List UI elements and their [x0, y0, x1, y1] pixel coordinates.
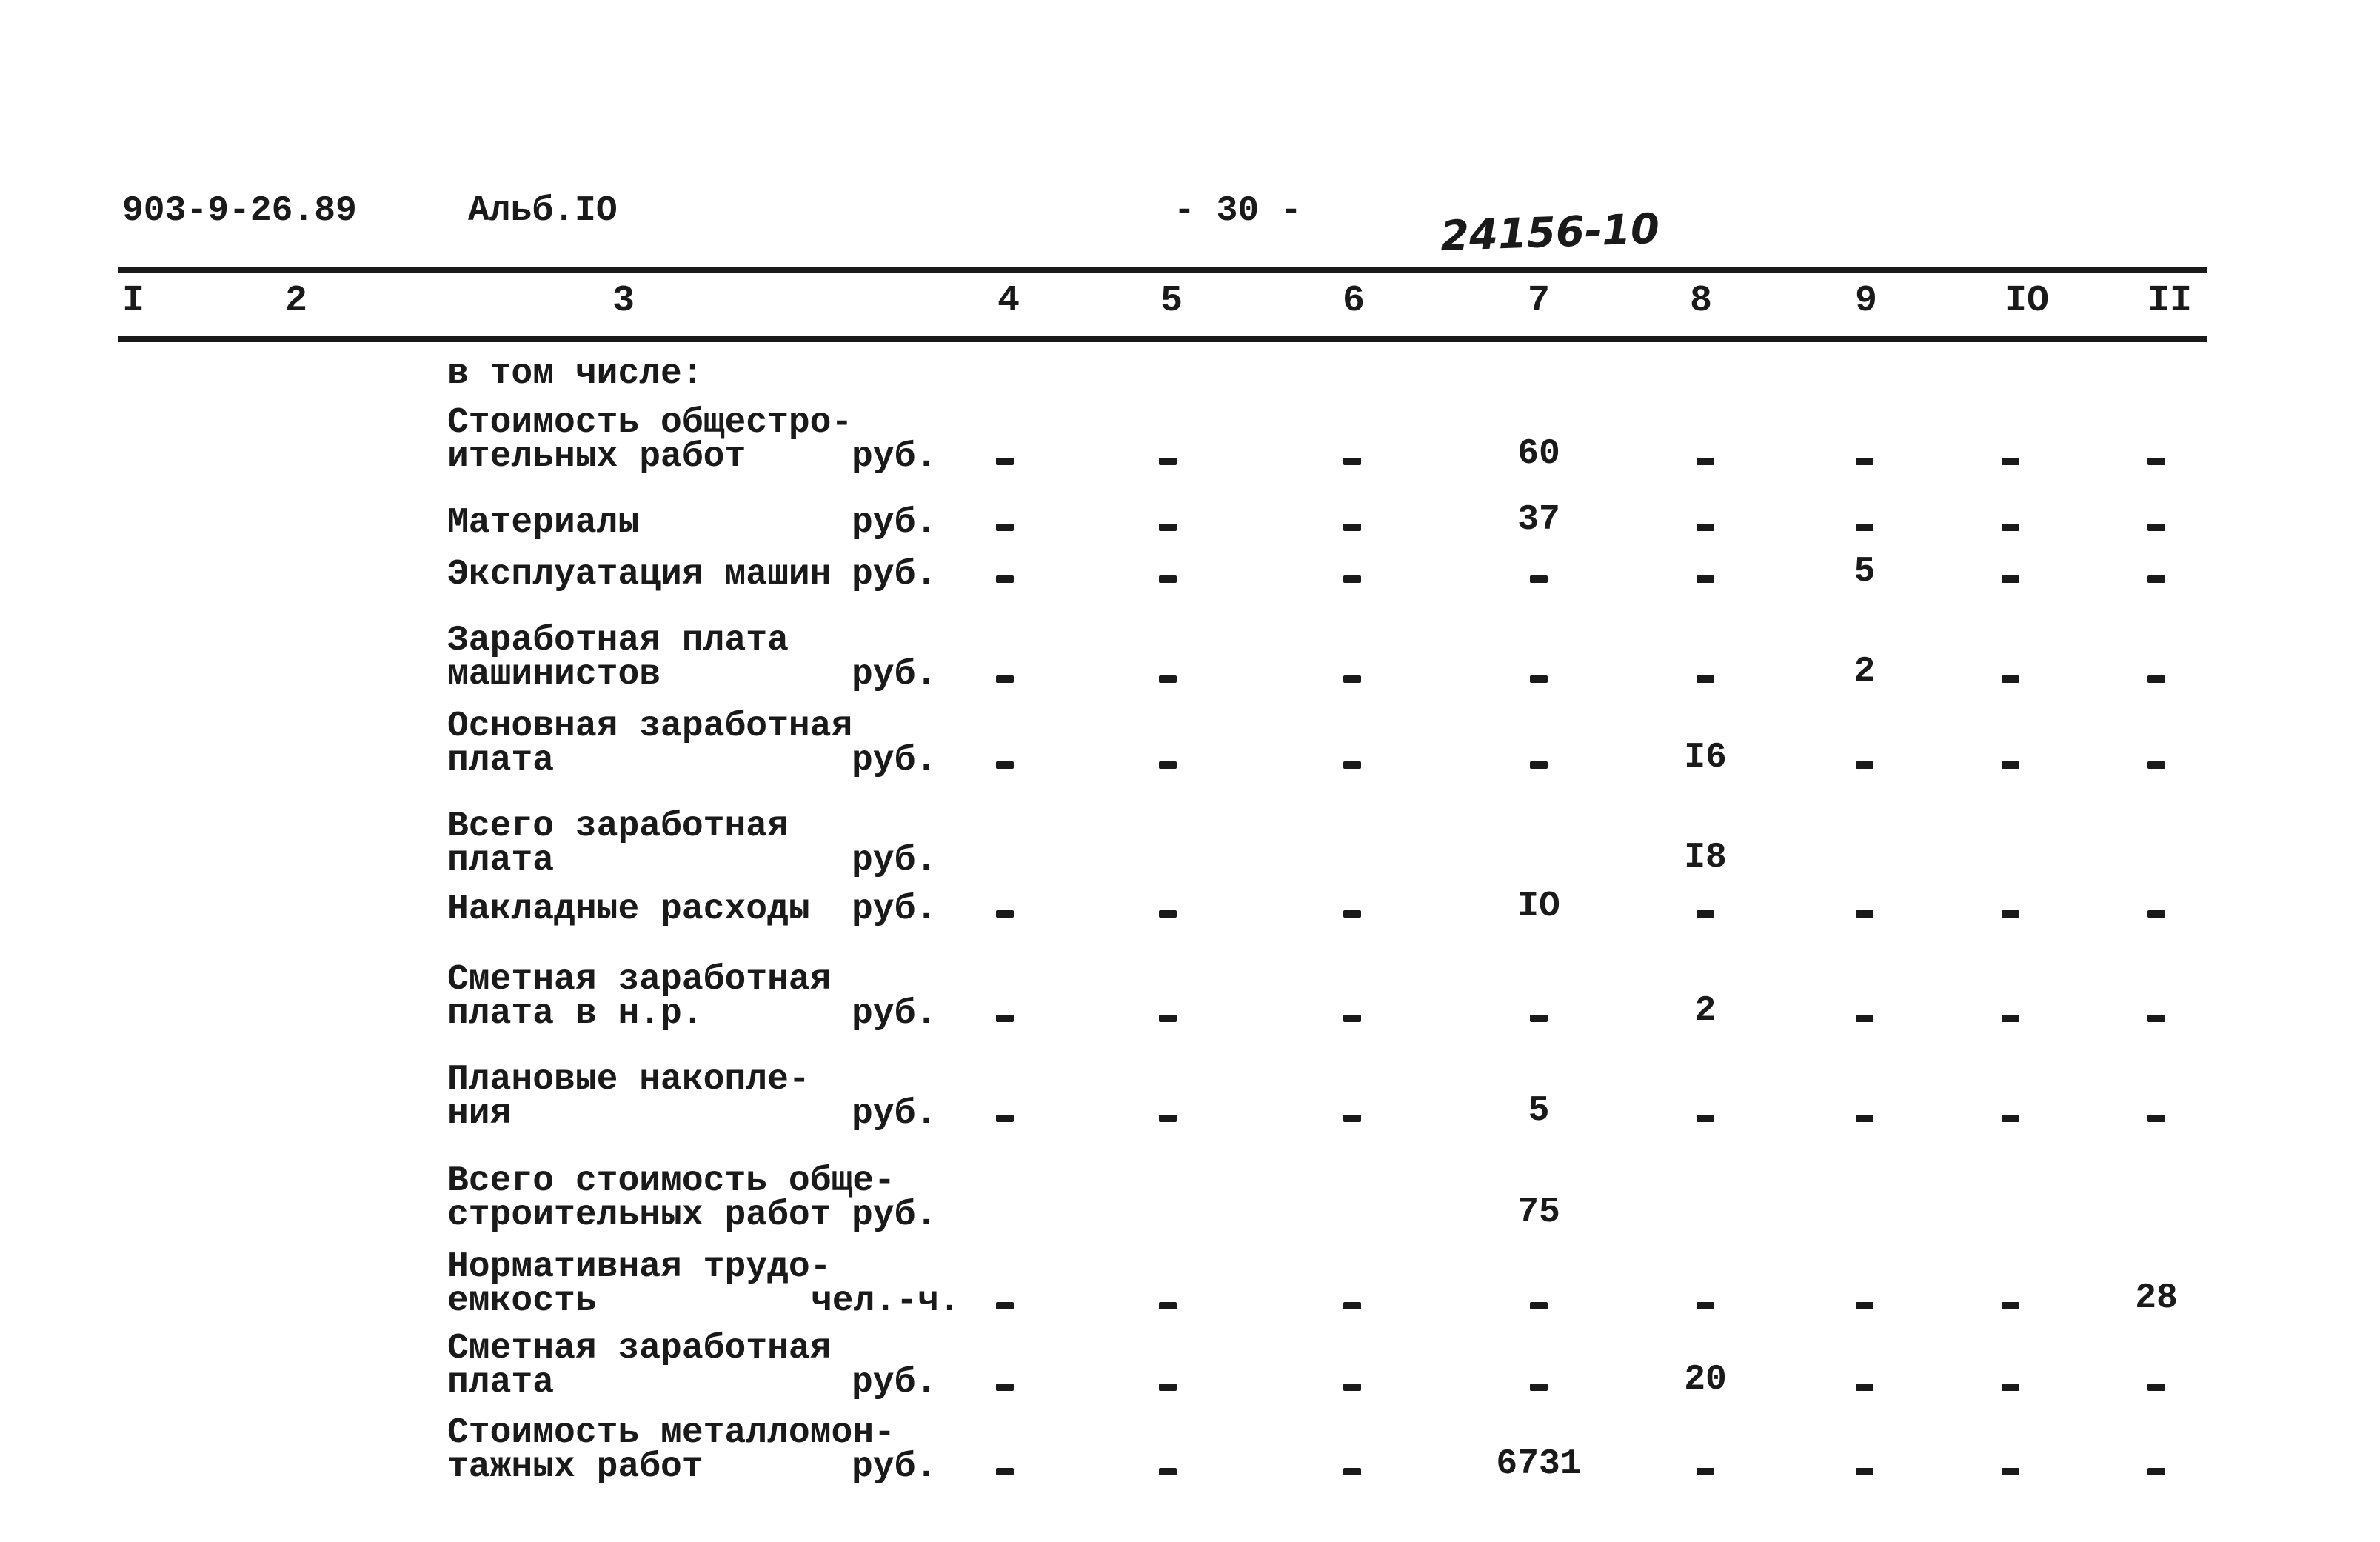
cell-dash [1530, 1015, 1548, 1022]
col-header-4: 4 [997, 280, 1020, 322]
cell-dash [2147, 1468, 2165, 1475]
row-unit: руб. [852, 1094, 937, 1134]
header-top-rule [118, 267, 2207, 273]
cell-dash [2002, 1115, 2019, 1122]
row-label-line: Заработная плата [447, 621, 789, 661]
row-label [447, 621, 789, 695]
row-label-line: плата [447, 1363, 555, 1403]
cell-value: 28 [2135, 1278, 2178, 1318]
col-header-3: 3 [612, 280, 635, 322]
cell-dash [996, 1302, 1014, 1309]
col-header-8: 8 [1689, 280, 1713, 322]
col-header-5: 5 [1160, 280, 1183, 322]
row-unit: чел.-ч. [811, 1281, 960, 1321]
cell-value: 2 [1694, 991, 1717, 1031]
cell-dash [1856, 524, 1873, 531]
cell-dash [1343, 910, 1361, 918]
row-label-line: Сметная заработная [447, 960, 832, 1000]
cell-dash [1343, 458, 1361, 465]
cell-dash [1530, 675, 1548, 683]
cell-dash [1159, 524, 1177, 531]
cell-dash [2147, 1015, 2165, 1022]
cell-value: I6 [1684, 738, 1727, 778]
cell-dash [1530, 1384, 1548, 1391]
cell-dash [1159, 1384, 1177, 1391]
cell-dash [2002, 1468, 2019, 1475]
cell-dash [996, 675, 1014, 683]
page-number: - 30 - [1174, 191, 1302, 231]
cell-value: 5 [1528, 1091, 1550, 1131]
row-label-line: Плановые накопле- [447, 1060, 810, 1100]
cell-dash [2002, 524, 2019, 531]
cell-dash [996, 1115, 1014, 1122]
row-label-line: Сметная заработная [447, 1329, 832, 1369]
cell-dash [996, 458, 1014, 465]
cell-dash [2147, 458, 2165, 465]
row-label-line: Эксплуатация машин [447, 555, 832, 595]
cell-dash [996, 1384, 1014, 1391]
cell-dash [1159, 675, 1177, 683]
album-label: Альб.IO [468, 191, 618, 231]
row-unit: руб. [852, 741, 937, 781]
row-unit: руб. [852, 555, 937, 595]
cell-dash [1343, 1468, 1361, 1475]
cell-dash [2002, 458, 2019, 465]
row-label-line: Всего стоимость обще- [447, 1161, 895, 1201]
cell-value: 2 [1853, 652, 1876, 692]
cell-dash [1530, 761, 1548, 769]
cell-dash [1159, 910, 1177, 918]
cell-value: 60 [1517, 434, 1560, 474]
cell-dash [1343, 1015, 1361, 1022]
cell-dash [1856, 761, 1873, 769]
cell-dash [1159, 761, 1177, 769]
cell-dash [996, 1468, 1014, 1475]
row-unit: руб. [852, 890, 937, 929]
cell-dash [1343, 761, 1361, 769]
col-header-2: 2 [284, 280, 308, 322]
cell-value: 6731 [1496, 1444, 1582, 1484]
row-label-line: Нормативная трудо- [447, 1247, 832, 1287]
cell-dash [1159, 575, 1177, 583]
row-unit: руб. [852, 994, 937, 1034]
cell-value: 75 [1517, 1192, 1560, 1232]
cell-dash [1159, 1468, 1177, 1475]
cell-dash [1343, 524, 1361, 531]
cell-dash [1159, 458, 1177, 465]
cell-value: I8 [1684, 838, 1727, 878]
row-label [447, 1247, 832, 1321]
row-label [447, 403, 853, 477]
cell-dash [1343, 1384, 1361, 1391]
row-unit: руб. [852, 1447, 937, 1487]
cell-dash [2002, 675, 2019, 683]
cell-dash [996, 761, 1014, 769]
cell-dash [996, 910, 1014, 918]
cell-dash [996, 524, 1014, 531]
cell-dash [1343, 1302, 1361, 1309]
row-label-line: плата [447, 741, 555, 781]
cell-dash [1159, 1115, 1177, 1122]
row-label-line: строительных работ [447, 1195, 832, 1235]
cell-dash [2002, 910, 2019, 918]
cell-dash [2147, 1115, 2165, 1122]
row-label-line: ительных работ [447, 437, 746, 477]
cell-dash [2002, 1015, 2019, 1022]
cell-dash [1697, 1302, 1714, 1309]
cell-dash [1159, 1015, 1177, 1022]
row-label-line: ния [447, 1094, 512, 1134]
cell-value: 5 [1853, 552, 1876, 592]
row-label-line: Всего заработная [447, 807, 789, 847]
cell-dash [1856, 910, 1873, 918]
cell-dash [996, 575, 1014, 583]
row-label [447, 555, 832, 595]
row-label-line: плата [447, 841, 555, 881]
cell-dash [2147, 1384, 2165, 1391]
cell-dash [1856, 458, 1873, 465]
row-label [447, 892, 810, 927]
cell-dash [1530, 575, 1548, 583]
row-unit: руб. [852, 1363, 937, 1403]
cell-dash [1856, 1015, 1873, 1022]
cell-dash [1697, 910, 1714, 918]
cell-dash [1343, 1115, 1361, 1122]
cell-dash [1697, 1468, 1714, 1475]
row-unit: руб. [852, 503, 937, 543]
cell-dash [2002, 575, 2019, 583]
row-label-line: тажных работ [447, 1447, 703, 1487]
cell-dash [1697, 458, 1714, 465]
cell-dash [1697, 575, 1714, 583]
cell-dash [2002, 1384, 2019, 1391]
cell-dash [1343, 675, 1361, 683]
cell-dash [1856, 1468, 1873, 1475]
cell-dash [2147, 761, 2165, 769]
row-label-line: емкость [447, 1281, 597, 1321]
row-label-line: Материалы [447, 503, 640, 543]
cell-dash [2147, 575, 2165, 583]
row-label [447, 807, 789, 881]
cell-value: 20 [1684, 1360, 1727, 1400]
row-label-line: машинистов [447, 655, 661, 695]
row-label [447, 960, 832, 1034]
header-bottom-rule [118, 336, 2207, 342]
row-unit: руб. [852, 1195, 937, 1235]
row-label-line: Стоимость металломон- [447, 1413, 895, 1453]
col-header-10: IO [2004, 280, 2050, 322]
row-label [447, 1329, 832, 1403]
col-header-11: II [2147, 280, 2193, 322]
cell-dash [2002, 1302, 2019, 1309]
cell-dash [2147, 910, 2165, 918]
cell-dash [2147, 524, 2165, 531]
row-label [447, 503, 640, 543]
cell-dash [1856, 1384, 1873, 1391]
row-unit: руб. [852, 841, 937, 881]
handwritten-number: 24156-10 [1439, 204, 1661, 261]
row-label-line: Накладные расходы [447, 890, 810, 929]
cell-dash [2002, 761, 2019, 769]
row-label-line: Стоимость общестро- [447, 403, 853, 443]
row-label-line: плата в н.р. [447, 994, 703, 1034]
col-header-6: 6 [1342, 280, 1366, 322]
cell-dash [1343, 575, 1361, 583]
cell-value: IO [1517, 887, 1560, 927]
row-label [447, 707, 853, 781]
cell-dash [1856, 1115, 1873, 1122]
cell-dash [1530, 1302, 1548, 1309]
cell-dash [2147, 675, 2165, 683]
col-header-9: 9 [1854, 280, 1878, 322]
cell-dash [1697, 1115, 1714, 1122]
row-unit: руб. [852, 655, 937, 695]
cell-dash [996, 1015, 1014, 1022]
row-label-line: Основная заработная [447, 707, 853, 747]
cell-value: 37 [1517, 500, 1560, 540]
col-header-7: 7 [1527, 280, 1551, 322]
cell-dash [1856, 1302, 1873, 1309]
cell-dash [1697, 524, 1714, 531]
row-unit: руб. [852, 437, 937, 477]
cell-dash [1159, 1302, 1177, 1309]
row-label [447, 1060, 810, 1134]
doc-code: 903-9-26.89 [122, 191, 357, 231]
col-header-1: I [121, 280, 145, 322]
cell-dash [1697, 675, 1714, 683]
section-label: в том числе: [447, 354, 703, 394]
